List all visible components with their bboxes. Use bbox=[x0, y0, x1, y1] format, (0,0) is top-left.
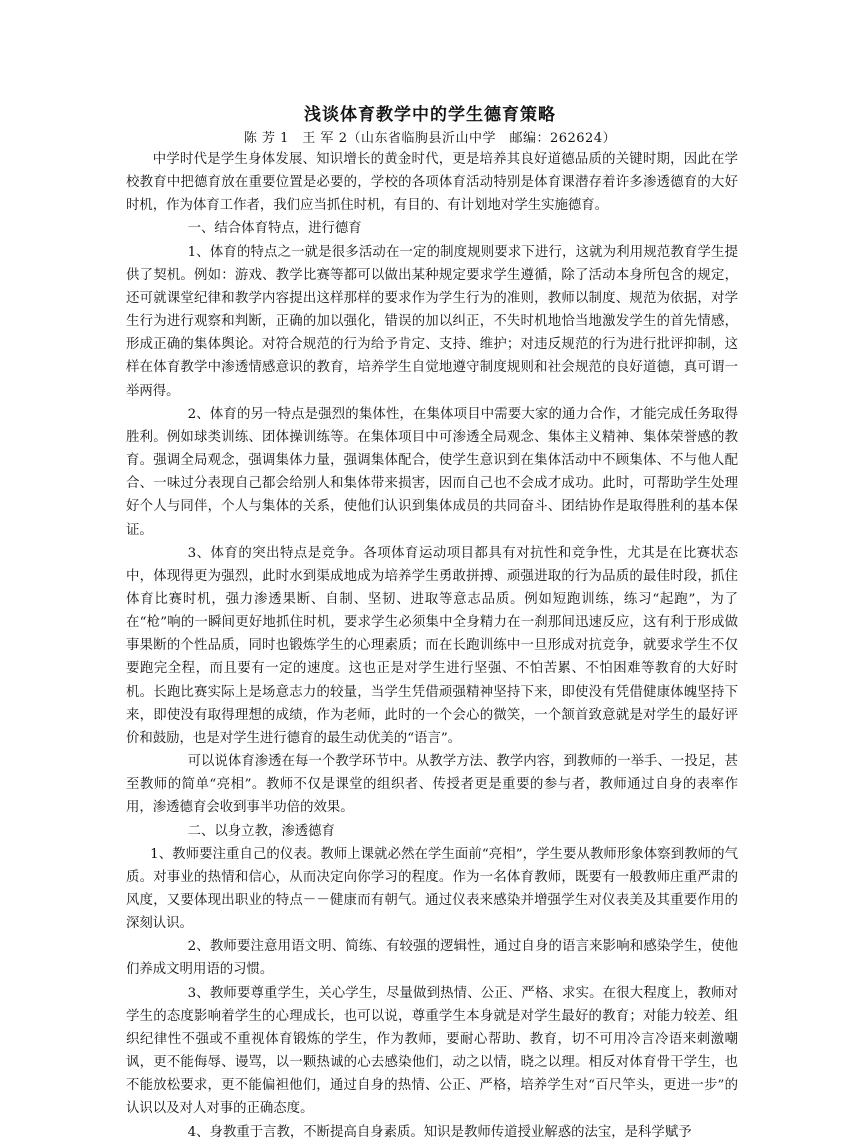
paragraph-2-2: 2、教师要注意用语文明、简练、有较强的逻辑性，通过自身的语言来影响和感染学生，使他们养成文明用语的习惯。 bbox=[126, 939, 738, 978]
author-byline: 陈 芳 1 王 军 2（山东省临朐县沂山中学 邮编：262624） bbox=[243, 131, 617, 146]
article-title: 浅谈体育教学中的学生德育策略 bbox=[304, 105, 556, 125]
paragraph-2-4: 4、身教重于言教，不断提高自身素质。知识是教师传道授业解惑的法宝，是科学赋予 bbox=[187, 1124, 692, 1140]
section-heading-2: 二、以身立教，渗透德育 bbox=[187, 823, 335, 839]
paragraph-2-3: 3、教师要尊重学生，关心学生，尽量做到热情、公正、严格、求实。在很大程度上，教师对学生的态度影响着学生的心理成长，也可以说，尊重学生本身就是对学生最好的教育；对能力较差、组织纪律性不强或不重视体育锻炼的学生，作为教师，要耐心帮助、教育，切不可用冷言冷语来刺激嘲讽，更不能侮辱、谩骂，以一颗热诚的心去感染他们，动之以情，晓之以理。相反对体育骨干学生，也不能放松要求，更不能偏袒他们，通过自身的热情、公正、严格，培养学生对“百尺竿头，更进一步”的认识以及对人对事的正确态度。 bbox=[126, 985, 738, 1117]
paragraph-2-1: 1、教师要注重自己的仪表。教师上课就必然在学生面前“亮相”，学生要从教师形象体察到教师的气质。对事业的热情和信心，从而决定向你学习的程度。作为一名体育教师，既要有一般教师庄重严肃的风度，又要体现出职业的特点－－健康而有朝气。通过仪表来感染并增强学生对仪表美及其重要作用的深刻认识。 bbox=[126, 846, 738, 932]
paragraph-1-1: 1、体育的特点之一就是很多活动在一定的制度规则要求下进行，这就为利用规范教育学生提供了契机。例如：游戏、教学比赛等都可以做出某种规定要求学生遵循，除了活动本身所包含的规定，还可就课堂纪律和教学内容提出这样那样的要求作为学生行为的准则，教师以制度、规范为依据，对学生行为进行观察和判断，正确的加以强化，错误的加以纠正，不失时机地恰当地激发学生的首先情感，形成正确的集体舆论。对符合规范的行为给予肯定、支持、维护；对违反规范的行为进行批评抑制，这样在体育教学中渗透情感意识的教育，培养学生自觉地遵守制度规则和社会规范的良好道德，真可谓一举两得。 bbox=[126, 244, 738, 399]
intro-paragraph: 中学时代是学生身体发展、知识增长的黄金时代，更是培养其良好道德品质的关键时期，因此在学校教育中把德育放在重要位置是必要的，学校的各项体育活动特别是体育课潜存着许多渗透德育的大好时机，作为体育工作者，我们应当抓住时机，有目的、有计划地对学生实施德育。 bbox=[126, 152, 738, 214]
article-body bbox=[126, 148, 738, 1144]
paragraph-summary: 可以说体育渗透在每一个教学环节中。从教学方法、教学内容，到教师的一举手、一投足，甚至教师的简单“亮相”。教师不仅是课堂的组织者、传授者更是重要的参与者，教师通过自身的表率作用，渗透德育会收到事半功倍的效果。 bbox=[126, 754, 738, 816]
paragraph-1-3: 3、体育的突出特点是竞争。各项体育运动项目都具有对抗性和竞争性，尤其是在比赛状态中，体现得更为强烈，此时水到渠成地成为培养学生勇敢拼搏、顽强进取的行为品质的最佳时段，抓住体育比赛时机，强力渗透果断、自制、坚韧、进取等意志品质。例如短跑训练，练习“起跑”，为了在“枪”响的一瞬间更好地抓住时机，要求学生必须集中全身精力在一刹那间迅速反应，这有利于形成做事果断的个性品质，同时也锻炼学生的心理素质；而在长跑训练中一旦形成对抗竞争，就要求学生不仅要跑完全程，而且要有一定的速度。这也正是对学生进行坚强、不怕苦累、不怕困难等教育的大好时机。长跑比赛实际上是场意志力的较量，当学生凭借顽强精神坚持下来，即使没有凭借健康体魄坚持下来，即使没有取得理想的成绩，作为老师，此时的一个会心的微笑，一个颔首致意就是对学生的最好评价和鼓励，也是对学生进行德育的最生动优美的“语言”。 bbox=[126, 545, 738, 746]
section-heading-1: 一、结合体育特点，进行德育 bbox=[187, 221, 362, 237]
paragraph-1-2: 2、体育的另一特点是强烈的集体性，在集体项目中需要大家的通力合作，才能完成任务取得胜利。例如球类训练、团体操训练等。在集体项目中可渗透全局观念、集体主义精神、集体荣誉感的教育。强调全局观念，强调集体力量，强调集体配合，使学生意识到在集体活动中不顾集体、不与他人配合、一味过分表现自己都会给别人和集体带来损害，因而自己也不会成才成功。此时，可帮助学生处理好个人与同伴，个人与集体的关系，使他们认识到集体成员的共同奋斗、团结协作是取得胜利的基本保证。 bbox=[126, 406, 738, 538]
